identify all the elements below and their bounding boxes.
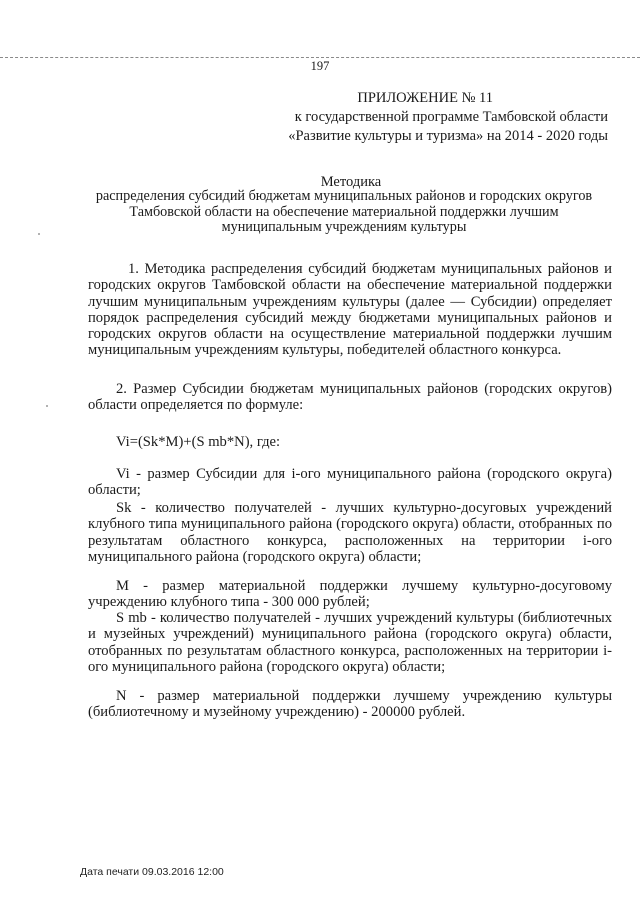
header-rule: [0, 57, 640, 58]
definition-vi: Vi - размер Субсидии для i-ого муниципального района (городского округа) области;: [88, 466, 612, 499]
appendix-heading: ПРИЛОЖЕНИЕ № 11: [357, 90, 493, 106]
print-date: Дата печати 09.03.2016 12:00: [80, 866, 224, 878]
scan-speck: [46, 405, 48, 407]
paragraph-1: 1. Методика распределения субсидий бюджетам муниципальных районов и городских округов Тамбовской области на обеспечение материальной поддержки лучшим муниципальным учреждениям культуры (далее — Субсидии) определяет порядок распределения субсидий между бюджетами муниципальных районов и городских округов области на осуществление материальной поддержки лучшим муниципальным учреждениям культуры, победителей областного конкурса.: [88, 261, 612, 359]
scan-speck: [38, 233, 40, 235]
definition-smb: S mb - количество получателей - лучших учреждений культуры (библиотечных и музейных учреждений) муниципального района (городского округа) области, отобранных по результатам областного конкурса, расположенных на территории i-ого муниципального района (городского округа) области;: [88, 610, 612, 675]
method-title: Методика: [320, 174, 382, 190]
appendix-line-2: «Развитие культуры и туризма» на 2014 - 2020 годы: [288, 128, 608, 144]
paragraph-2: 2. Размер Субсидии бюджетам муниципальных районов (городских округов) области определяется по формуле:: [88, 381, 612, 414]
definition-sk: Sk - количество получателей - лучших культурно-досуговых учреждений клубного типа муниципального района (городского округа) области, отобранных по результатам областного конкурса, расположенных на территории i-ого муниципального района (городского округа) области;: [88, 500, 612, 565]
appendix-block: [200, 89, 608, 146]
page-number: 197: [310, 59, 330, 73]
definition-m: М - размер материальной поддержки лучшему культурно-досуговому учреждению клубного типа - 300 000 рублей;: [88, 578, 612, 611]
method-subtitle: распределения субсидий бюджетам муниципальных районов и городских округов Тамбовской области на обеспечение материальной поддержки лучшим муниципальным учреждениям культуры: [95, 188, 593, 235]
formula: Vi=(Sk*M)+(S mb*N), где:: [116, 434, 281, 450]
definition-n: N - размер материальной поддержки лучшему учреждению культуры (библиотечному и музейному учреждению) - 200000 рублей.: [88, 688, 612, 721]
appendix-line-1: к государственной программе Тамбовской области: [294, 109, 608, 125]
